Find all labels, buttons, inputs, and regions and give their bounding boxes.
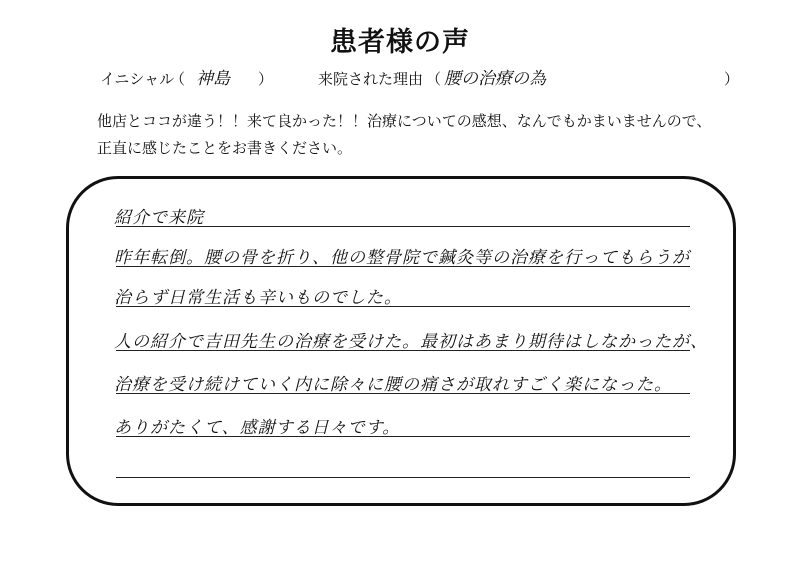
header-meta-row: [100, 66, 740, 90]
ruled-line: [116, 477, 690, 478]
initial-open-paren: （: [170, 70, 186, 88]
initial-close-paren: ）: [258, 70, 274, 88]
instructions-line-1: 他店とココが違う！！来て良かった！！治療についての感想、なんでもかまいませんので、: [97, 112, 712, 130]
reason-close-paren: ）: [724, 70, 740, 88]
comment-line: 昨年転倒。腰の骨を折り、他の整骨院で鍼灸等の治療を行ってもらうが: [114, 248, 690, 268]
initial-label: イニシャル: [100, 70, 175, 88]
comment-line: 紹介で来院: [114, 208, 204, 228]
comment-line: 人の紹介で吉田先生の治療を受けた。最初はあまり期待はしなかったが、: [114, 332, 708, 352]
reason-open-paren: （: [426, 70, 442, 88]
reason-value: 腰の治療の為: [444, 69, 546, 89]
comment-line: ありがたくて、感謝する日々です。: [114, 418, 401, 438]
instructions-line-2: 正直に感じたことをお書きください。: [97, 139, 353, 157]
page-title: 患者様の声: [330, 27, 470, 58]
initial-value: 神島: [196, 69, 230, 89]
comment-line: 治療を受け続けていく内に除々に腰の痛さが取れすごく楽になった。: [114, 375, 672, 395]
reason-label: 来院された理由: [318, 70, 424, 88]
comment-line: 治らず日常生活も辛いものでした。: [114, 288, 402, 308]
instructions: [97, 108, 737, 162]
